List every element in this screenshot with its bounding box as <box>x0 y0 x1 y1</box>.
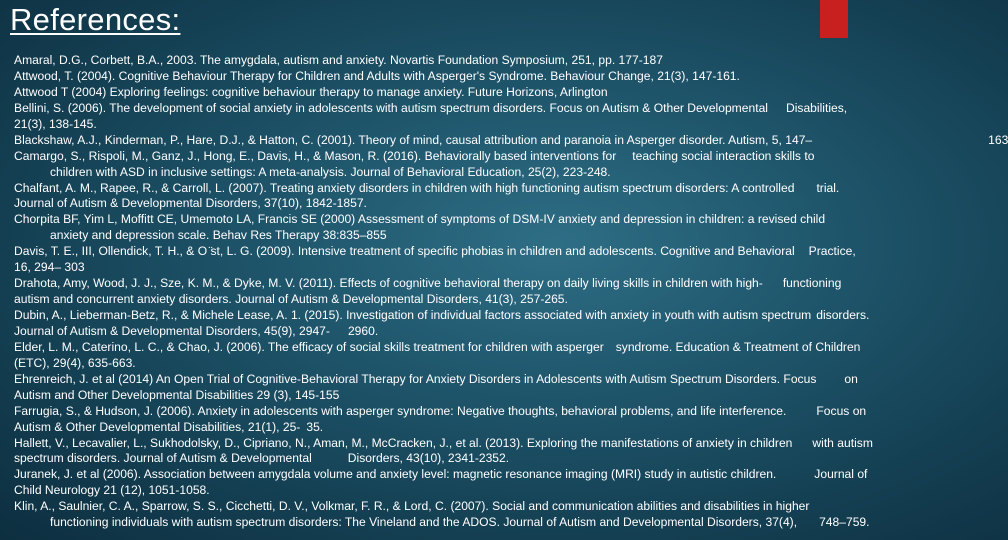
reference-line: anxiety and depression scale. Behav Res Therapy 38:835–855 <box>50 228 387 243</box>
reference-line: Dubin, A., Lieberman-Betz, R., & Michele Lease, A. 1. (2015). Investigation of individual factors associated with anxiety in youth with autism spectrum disorders. <box>14 308 870 322</box>
reference-line: Blackshaw, A.J., Kinderman, P., Hare, D.J., & Hatton, C. (2001). Theory of mind, causal attribution and paranoia in Asperger disorder. Autism, 5, 147– 163 <box>14 132 1008 147</box>
reference-line: Chorpita BF, Yim L, Moffitt CE, Umemoto LA, Francis SE (2000) Assessment of symptoms of DSM-IV anxiety and depression in children: a revised child <box>14 212 826 227</box>
reference-line: Bellini, S. (2006). The development of social anxiety in adolescents with autism spectrum disorders. Focus on Autism & Other Developmental Disabilities, <box>14 100 848 115</box>
reference-line: Child Neurology 21 (12), 1051-1058. <box>14 483 210 498</box>
reference-line: autism and concurrent anxiety disorders. Journal of Autism & Developmental Disorders, 41(3), 257-265. <box>14 292 568 307</box>
reference-line: Journal of Autism & Developmental Disorders, 45(9), 2947- 2960. <box>14 323 379 338</box>
reference-line: children with ASD in inclusive settings: A meta-analysis. Journal of Behavioral Education, 25(2), 223-248. <box>50 164 611 179</box>
reference-line: Hallett, V., Lecavalier, L., Sukhodolsky, D., Cipriano, N., Aman, M., McCracken, J., et al. (2013). Exploring the manifestations of anxiety in children with autism <box>14 435 873 450</box>
reference-line: functioning individuals with autism spectrum disorders: The Vineland and the ADOS. Journal of Autism and Developmental Disorders, 37(4), 748–759. <box>50 515 870 530</box>
reference-line: Autism and Other Developmental Disabilities 29 (3), 145-155 <box>14 387 340 402</box>
reference-line: Journal of Autism & Developmental Disorders, 37(10), 1842-1857. <box>14 196 367 211</box>
reference-line: Amaral, D.G., Corbett, B.A., 2003. The amygdala, autism and anxiety. Novartis Foundation Symposium, 251, pp. 177-187 <box>14 53 663 67</box>
reference-line: Elder, L. M., Caterino, L. C., & Chao, J. (2006). The efficacy of social skills treatment for children with asperger syndrome. Education & Treatment of Children <box>14 339 861 354</box>
reference-line: Ehrenreich, J. et al (2014) An Open Trial of Cognitive-Behavioral Therapy for Anxiety Disorders in Adolescents with Autism Spectrum Disorders. Focus on <box>14 371 858 386</box>
reference-line: Farrugia, S., & Hudson, J. (2006). Anxiety in adolescents with asperger syndrome: Negative thoughts, behavioral problems, and life interference. Focus on <box>14 403 867 418</box>
accent-bar <box>820 0 848 38</box>
reference-line: Chalfant, A. M., Rapee, R., & Carroll, L. (2007). Treating anxiety disorders in children with high functioning autism spectrum disorders: A controlled trial. <box>14 180 840 195</box>
reference-line: 21(3), 138-145. <box>14 116 97 131</box>
reference-list <box>14 53 1008 531</box>
reference-line: Juranek, J. et al (2006). Association between amygdala volume and anxiety level: magnetic resonance imaging (MRI) study in autistic children. Journal of <box>14 467 868 482</box>
reference-line: spectrum disorders. Journal of Autism & Developmental Disorders, 43(10), 2341-2352. <box>14 451 510 466</box>
reference-line: 16, 294– 303 <box>14 260 85 275</box>
reference-line: Drahota, Amy, Wood, J. J., Sze, K. M., & Dyke, M. V. (2011). Effects of cognitive behavioral therapy on daily living skills in children with high- functioning <box>14 276 842 291</box>
reference-line: Davis, T. E., III, Ollendick, T. H., & O ̈st, L. G. (2009). Intensive treatment of specific phobias in children and adolescents. Cognitive and Behavioral Practice, <box>14 244 856 259</box>
reference-line: Camargo, S., Rispoli, M., Ganz, J., Hong, E., Davis, H., & Mason, R. (2016). Behaviorally based interventions for teaching social interaction skills to <box>14 148 815 163</box>
reference-line: Attwood T (2004) Exploring feelings: cognitive behaviour therapy to manage anxiety. Future Horizons, Arlington <box>14 84 608 99</box>
reference-line: Autism & Other Developmental Disabilities, 21(1), 25- 35. <box>14 419 324 434</box>
reference-line: (ETC), 29(4), 635-663. <box>14 355 136 370</box>
reference-line: Attwood, T. (2004). Cognitive Behaviour Therapy for Children and Adults with Asperger's Syndrome. Behaviour Change, 21(3), 147-161. <box>14 68 740 83</box>
slide-title: References: <box>10 2 181 37</box>
reference-line: Klin, A., Saulnier, C. A., Sparrow, S. S., Cicchetti, D. V., Volkmar, F. R., & Lord, C. (2007). Social and communication abilities and disabilities in higher <box>14 499 810 514</box>
